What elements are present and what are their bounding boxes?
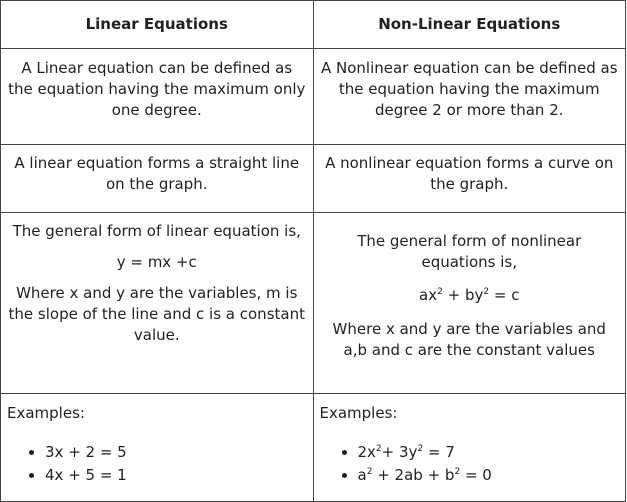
general-form-row [1, 213, 626, 394]
graph-row [1, 145, 626, 213]
nonlinear-examples [313, 394, 626, 502]
header-nonlinear: Non-Linear Equations [313, 1, 626, 49]
definition-row [1, 49, 626, 145]
examples-row [1, 394, 626, 502]
linear-form-intro: The general form of linear equation is, [12, 222, 301, 240]
nonlinear-form-intro: The general form of nonlinear equations is, [357, 232, 582, 271]
list-item: • 4x + 5 = 1 [45, 464, 307, 487]
linear-graph: A linear equation forms a straight line on the graph. [1, 145, 314, 213]
nonlinear-examples-label: Examples: [319, 404, 398, 422]
linear-examples-list [7, 441, 307, 487]
nonlinear-formula: $ax^2 + by^2 = c$ [419, 286, 520, 304]
linear-general-form [1, 213, 314, 394]
nonlinear-definition: A Nonlinear equation can be defined as the equation having the maximum degree 2 or more than 2. [313, 49, 626, 145]
header-row [1, 1, 626, 49]
nonlinear-form-description: Where x and y are the variables and a,b and c are the constant values [332, 320, 606, 359]
nonlinear-graph: A nonlinear equation forms a curve on the graph. [313, 145, 626, 213]
nonlinear-general-form [313, 213, 626, 394]
linear-examples-label: Examples: [7, 404, 85, 422]
linear-definition: A Linear equation can be defined as the equation having the maximum only one degree. [1, 49, 314, 145]
list-item: • 3x + 2 = 5 [45, 441, 307, 464]
header-linear: Linear Equations [1, 1, 314, 49]
linear-formula: y = mx +c [116, 253, 197, 271]
linear-form-description: Where x and y are the variables, m is the slope of the line and c is a constant value. [8, 284, 305, 344]
list-item: • $2x^2+ 3y^2 = 7$ [358, 441, 620, 464]
list-item: • $a^2 + 2ab + b^2 = 0$ [358, 464, 620, 487]
linear-examples [1, 394, 314, 502]
nonlinear-examples-list [320, 441, 620, 487]
